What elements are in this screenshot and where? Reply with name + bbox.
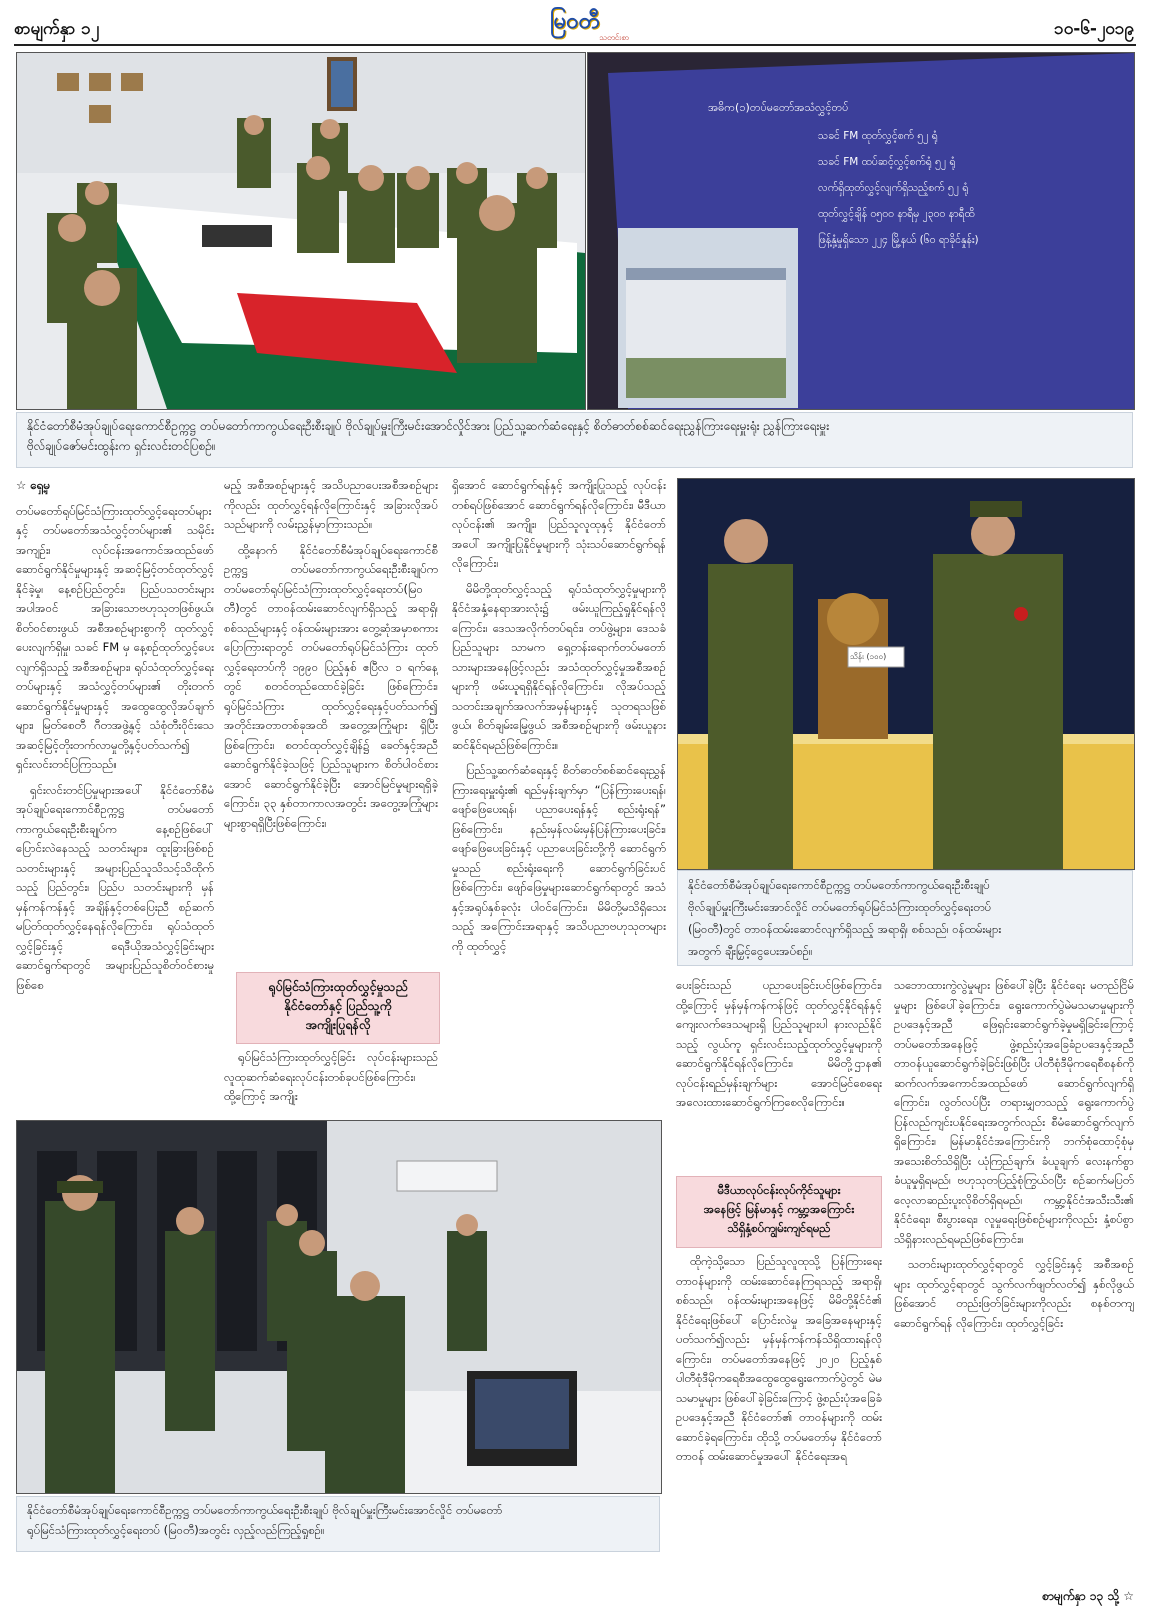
caption-top (16, 412, 1133, 468)
caption-line: ဗိုလ်ချုပ်ဇော်မင်းထွန်းက ရှင်းလင်းတင်ပြစဉ်။ (27, 439, 216, 453)
issue-date: ၁၀-၆-၂၀၁၉ (1054, 19, 1134, 39)
continued-on-marker: စာမျက်နှာ ၁၃ သို့ ☆ (1042, 1589, 1134, 1603)
article-paragraph: ရုပ်မြင်သံကြားထုတ်လွှင့်ခြင်း လုပ်ငန်းများသည် လူထုဆက်ဆံရေးလုပ်ငန်းတစ်ခုပင်ဖြစ်ကြောင်း၊ ထို့ကြောင့် အကျိုး (224, 1050, 438, 1103)
slide-title: အဓိက(၁)တပ်မတော်အသံလွှင့်တပ် (708, 101, 849, 114)
article-paragraph: ထို့နောက် နိုင်ငံတော်စီမံအုပ်ချုပ်ရေးကောင်စီဥက္ကဋ္ဌ တပ်မတော်ကာကွယ်ရေးဦးစီးချုပ်က တပ်မတော်ရုပ်မြင်သံကြားထုတ်လွှင့်ရေးတပ်(မြဝတီ)တွင် တာဝန်ထမ်းဆောင်လျက်ရှိသည့် အရာရှိ၊ စစ်သည်များနှင့် ဝန်ထမ်းများအား တွေ့ဆုံအမှာစကား ပြောကြားရာတွင် တပ်မတော်ရုပ်မြင်သံကြား ထုတ်လွှင့်ရေးတပ်ကို ၁၉၉၀ ပြည့်နှစ် ဧပြီလ ၁ ရက်နေ့တွင် စတင်တည်ထောင်ခဲ့ခြင်း ဖြစ်ကြောင်း၊ ရုပ်မြင်သံကြား ထုတ်လွှင့်ရေးနှင့်ပတ်သက်၍ အတိုင်းအတာတစ်ခုအထိ အတွေ့အကြုံများ ရှိပြီးဖြစ်ကြောင်း၊ စတင်ထုတ်လွှင့်ချိန်၌ ခေတ်နှင့်အညီဆောင်ရွက်နိုင်ခဲ့သဖြင့် ပြည်သူများက စိတ်ပါဝင်စားအောင် ဆောင်ရွက်နိုင်ခဲ့ပြီး အောင်မြင်မှုများရရှိခဲ့ကြောင်း၊ ၃၃ နှစ်တာကာလအတွင်း အတွေ့အကြုံများ များစွာရရှိပြီးဖြစ်ကြောင်း၊ (224, 542, 438, 830)
slide-bullet: သခင် FM ထုတ်လွှင့်စက် ၅၂ ရုံ (818, 130, 938, 142)
masthead-title: မြဝတီ (549, 9, 601, 34)
article-column-2-after (224, 1048, 438, 1112)
article-column-1 (16, 476, 214, 1112)
slide-bullet: သခင် FM ထပ်ဆင့်လွှင့်စက်ရုံ ၅၂ ရုံ (818, 156, 956, 168)
control-room-illustration (17, 1121, 661, 1493)
article-paragraph: တပ်မတော်ရုပ်မြင်သံကြားထုတ်လွှင့်ရေးတပ်များနှင့် တပ်မတော်အသံလွှင့်တပ်များ၏ သမိုင်းအကျဉ်း၊ လုပ်ငန်းအကောင်အထည်ဖော် ဆောင်ရွက်နိုင်မှုများနှင့် အဆင့်မြင့်တင်ထုတ်လွှင့်နိုင်ခဲ့မှု၊ နေ့စဉ်ပြည်တွင်း၊ ပြည်ပသတင်းများ အပါအဝင် အခြားသောဗဟုသုတဖြစ်ဖွယ်၊ စိတ်ဝင်စားဖွယ် အစီအစဉ်များစွာကို ထုတ်လွှင့်ပေးလျက်ရှိမှု၊ သခင် FM မှ နေ့စဉ်ထုတ်လွှင့်ပေးလျက်ရှိသည့် အစီအစဉ်များ၊ ရုပ်သံထုတ်လွှင့်ရေးတပ်များနှင့် အသံလွှင့်တပ်များ၏ တိုးတက်ဆောင်ရွက်နိုင်မှုများနှင့် အထွေထွေလိုအပ်ချက်များ၊ မြတ်စေတီ ဂီတအဖွဲ့နှင့် သံစုံတီးဝိုင်းသေ အဆင့်မြင့်တိုးတက်လာမှုတို့နှင့်ပတ်သက်၍ ရှင်းလင်းတင်ပြကြသည်။ (16, 503, 214, 771)
caption-line: နိုင်ငံတော်စီမံအုပ်ချုပ်ရေးကောင်စီဥက္ကဋ္ဌ တပ်မတော်ကာကွယ်ရေးဦးစီးချုပ် ဗိုလ်ချုပ်မှူးကြီးမင်းအောင်လှိုင် တပ်မတော် (27, 1503, 503, 1517)
caption-bottom (16, 1496, 660, 1552)
masthead-logo (515, 6, 635, 44)
photo-control-room (16, 1120, 662, 1494)
article-paragraph: မည့် အစီအစဉ်များနှင့် အသိပညာပေးအစီအစဉ်များကိုလည်း ထုတ်လွှင့်ရန်လိုကြောင်းနှင့် အခြားလိုအပ်သည်များကို လမ်းညွှန်မှာကြားသည်။ (224, 478, 438, 531)
subheading-broadcast-benefit: ရုပ်မြင်သံကြားထုတ်လွှင့်မှုသည် နိုင်ငံတော်နှင့် ပြည်သူ့ကို အကျိုးပြုရန်လို (236, 972, 440, 1044)
article-column-3 (452, 476, 666, 1112)
article-column-2 (224, 476, 438, 966)
article-paragraph: ရှိအောင် ဆောင်ရွက်ရန်နှင့် အကျိုးပြုသည့် လုပ်ငန်းတစ်ရပ်ဖြစ်အောင် ဆောင်ရွက်ရန်လိုကြောင်း၊ မီဒီယာလုပ်ငန်း၏ အကျိုး၊ ပြည်သူလူထုနှင့် နိုင်ငံတော်အပေါ် အကျိုးပြုနိုင်မှုများကို သုံးသပ်ဆောင်ရွက်ရန် လိုကြောင်း၊ (452, 478, 666, 570)
envelope-label: သိန်း (၁၀၀) (850, 652, 887, 661)
caption-line: ဗိုလ်ချုပ်မှူးကြီးမင်းအောင်လှိုင် တပ်မတော်ရုပ်မြင်သံကြားထုတ်လွှင့်ရေးတပ် (688, 900, 992, 914)
caption-line: နိုင်ငံတော်စီမံအုပ်ချုပ်ရေးကောင်စီဥက္ကဋ္ဌ တပ်မတော်ကာကွယ်ရေးဦးစီးချုပ် (688, 878, 990, 892)
photo-presentation-slide (587, 52, 1135, 410)
article-paragraph: ပြည်သူ့ဆက်ဆံရေးနှင့် စိတ်ဓာတ်စစ်ဆင်ရေးညွှန်ကြားရေးမှူးရုံး၏ ရည်မှန်းချက်မှာ “ပြန်ကြားပေးရန်၊ ဖျော်ဖြေပေးရန်၊ ပညာပေးရန်နှင့် စည်းရုံးရန်” ဖြစ်ကြောင်း၊ နည်းမှန်လမ်းမှန်ပြန်ကြားပေးခြင်း၊ ဖျော်ဖြေပေးခြင်းနှင့် ပညာပေးခြင်းတို့ကို ဆောင်ရွက်မှုသည် စည်းရုံးရေးကို ဆောင်ရွက်ခြင်းပင်ဖြစ်ကြောင်း၊ ဖျော်ဖြေမှုများဆောင်ရွက်ရာတွင် အသံနှင့်အရုပ်နှစ်ခုလုံး ပါဝင်ကြောင်း၊ မိမိတို့မသိရှိသေးသည့် အကြောင်းအရာနှင့် အသိပညာဗဟုသုတများကို ထုတ်လွှင့် (452, 763, 666, 953)
caption-line: (မြဝတီ)တွင် တာဝန်ထမ်းဆောင်လျက်ရှိသည့် အရာရှိ၊ စစ်သည်၊ ဝန်ထမ်းများ (688, 922, 1002, 936)
caption-line: ရုပ်မြင်သံကြားထုတ်လွှင့်ရေးတပ် (မြဝတီ)အတွင်း လှည့်လည်ကြည့်ရှုစဉ်။ (27, 1523, 325, 1537)
page-number: စာမျက်နှာ ၁၂ (14, 19, 100, 39)
slide-bullet: ဖြန့်နှံ့မှုရှိသော ၂၂၄ မြို့နယ် (၆၀ ရာခိုင်နှုန်း) (818, 234, 979, 246)
conference-room-illustration (17, 53, 585, 409)
caption-line: နိုင်ငံတော်စီမံအုပ်ချုပ်ရေးကောင်စီဥက္ကဋ္ဌ တပ်မတော်ကာကွယ်ရေးဦးစီးချုပ် ဗိုလ်ချုပ်မှူးကြီးမင်းအောင်လှိုင်အား ပြည်သူ့ဆက်ဆံရေးနှင့် စိတ်ဓာတ်စစ်ဆင်ရေးညွှန်ကြားရေးမှူးရုံး ညွှန်ကြားရေးမှူး (27, 419, 830, 433)
article-paragraph: သတင်းများထုတ်လွှင့်ရာတွင် လွှင့်ခြင်းနှင့် အစီအစဉ်များ ထုတ်လွှင့်ရာတွင် သွက်လက်ဖျတ်လတ်၍ နှစ်လိုဖွယ်ဖြစ်အောင် တည်းဖြတ်ခြင်းများကိုလည်း စနစ်တကျ ဆောင်ရွက်ရန် လိုကြောင်း၊ ထုတ်လွှင့်ခြင်း (894, 1257, 1134, 1330)
photo-cash-award (677, 478, 1135, 870)
caption-right (677, 870, 1133, 966)
article-paragraph: ပေးခြင်းသည် ပညာပေးခြင်းပင်ဖြစ်ကြောင်း၊ ထို့ကြောင့် မှန်မှန်ကန်ကန်ဖြင့် ထုတ်လွှင့်နိုင်ရန်နှင့် ကျေးလက်ဒေသများရှိ ပြည်သူများပါ နားလည်နိုင်သည့် လွယ်ကူ ရှင်းလင်းသည့်ထုတ်လွှင့်မှုများကို ဆောင်ရွက်နိုင်ရန်လိုကြောင်း၊ မိမိတို့ဌာန၏ လုပ်ငန်းရည်မှန်းချက်များ အောင်မြင်စေရေး အလေးထားဆောင်ရွက်ကြစေလိုကြောင်း။ (676, 978, 882, 1109)
slide-bullet: ထုတ်လွှင့်ချိန် ၀၅၀၀ နာရီမှ ၂၃၀၀ နာရီထိ (818, 208, 975, 220)
article-paragraph: ထိုကဲ့သို့သော ပြည်သူလူထုသို့ ပြန်ကြားရေးတာဝန်များကို ထမ်းဆောင်နေကြရသည့် အရာရှိ၊ စစ်သည်၊ ဝန်ထမ်းများအနေဖြင့် မိမိတို့နိုင်ငံ၏ နိုင်ငံရေးဖြစ်ပေါ် ပြောင်းလဲမှု အခြေအနေများနှင့် ပတ်သက်၍လည်း မှန်မှန်ကန်ကန်သိရှိထားရန်လိုကြောင်း၊ တပ်မတော်အနေဖြင့် ၂၀၂၀ ပြည့်နှစ် ပါတီစုံဒီမိုကရေစီအထွေထွေရွေးကောက်ပွဲတွင် မဲမသမာမှုများ ဖြစ်ပေါ်ခဲ့ခြင်းကြောင့် ဖွဲ့စည်းပုံအခြေခံဥပဒေနှင့်အညီ နိုင်ငံတော်၏ တာဝန်များကို ထမ်းဆောင်ခဲ့ရကြောင်း၊ ထိုသို့ တပ်မတော်မှ နိုင်ငံတော်တာဝန် ထမ်းဆောင်မှုအပေါ် နိုင်ငံရေးအရ (676, 1254, 882, 1463)
header-rule (14, 44, 1136, 46)
continued-from-marker: ☆ ရှေ့မှ (16, 478, 50, 492)
article-paragraph: သဘောထားကွဲလွဲမှုများ ဖြစ်ပေါ်ခဲ့ပြီး နိုင်ငံရေး မတည်ငြိမ်မှုများ ဖြစ်ပေါ်ခဲ့ကြောင်း၊ ရွေးကောက်ပွဲမဲမသမာမှုများကို ဥပဒေနှင့်အညီ ဖြေရှင်းဆောင်ရွက်ခဲ့မှုမရှိခြင်းကြောင့် တပ်မတော်အနေဖြင့် ဖွဲ့စည်းပုံအခြေခံဥပဒေနှင့်အညီ တာဝန်ယူဆောင်ရွက်ခဲ့ခြင်းဖြစ်ပြီး ပါတီစုံဒီမိုကရေစီစနစ်ကို ဆက်လက်အကောင်အထည်ဖော် ဆောင်ရွက်လျက်ရှိကြောင်း၊ လွတ်လပ်ပြီး တရားမျှတသည့် ရွေးကောက်ပွဲ ပြန်လည်ကျင်းပနိုင်ရေးအတွက်လည်း စီမံဆောင်ရွက်လျက်ရှိကြောင်း၊ မြန်မာနိုင်ငံအကြောင်းကို ဘက်စုံထောင့်စုံမှ အသေးစိတ်သိရှိပြီး ယုံကြည်ချက်၊ ခံယူချက် လေးနက်စွာခံယူမှုရှိရမည်၊ ဗဟုသုတပြည့်စုံကြွယ်ဝပြီး စဉ်ဆက်မပြတ် လေ့လာဆည်းပူးလိုစိတ်ရှိရမည်၊ ကမ္ဘာ့နိုင်ငံအသီးသီး၏ နိုင်ငံရေး၊ စီးပွားရေး၊ လူမှုရေးဖြစ်စဉ်များကိုလည်း နှံ့စပ်စွာ သိရှိနားလည်ရမည်ဖြစ်ကြောင်း။ (894, 978, 1134, 1246)
article-paragraph: ရှင်းလင်းတင်ပြမှုများအပေါ် နိုင်ငံတော်စီမံအုပ်ချုပ်ရေးကောင်စီဥက္ကဋ္ဌ တပ်မတော်ကာကွယ်ရေးဦးစီးချုပ်က နေ့စဉ်ဖြစ်ပေါ်ပြောင်းလဲနေသည့် သတင်းများ၊ ထူးခြားဖြစ်စဉ် သတင်းများနှင့် အများပြည်သူသိသင့်သိထိုက်သည့် ပြည်တွင်း၊ ပြည်ပ သတင်းများကို မှန်မှန်ကန်ကန်နှင့် အချိန်နှင့်တစ်ပြေးညီ စဉ်ဆက်မပြတ်ထုတ်လွှင့်နေရန်လိုကြောင်း၊ ရုပ်သံထုတ်လွှင့်ခြင်းနှင့် ရေဒီယိုအသံလွှင့်ခြင်းများဆောင်ရွက်ရာတွင် အများပြည်သူစိတ်ဝင်စားမှုဖြစ်စေ (16, 782, 214, 992)
slide-bullet: လက်ရှိထုတ်လွှင့်လျက်ရှိသည့်စက် ၅၂ ရုံ (818, 182, 969, 194)
subheading-media-knowledge: မီဒီယာလုပ်ငန်းလုပ်ကိုင်သူများ အနေဖြင့် မြန်မာနှင့် ကမ္ဘာ့အကြောင်း သိရှိနှံ့စပ်ကျွမ်းကျင်ရမည် (676, 1176, 882, 1248)
article-paragraph: မိမိတို့ထုတ်လွှင့်သည့် ရုပ်သံထုတ်လွှင့်မှုများကို နိုင်ငံအနှံ့နေရာအားလုံး၌ ဖမ်းယူကြည့်ရှုနိုင်ရန်လိုကြောင်း၊ ဒေသအလိုက်တပ်ရင်း၊ တပ်ဖွဲ့များ၊ ဒေသခံပြည်သူများ သာမက ရှေ့တန်းရောက်တပ်မတော်သားများအနေဖြင့်လည်း အသံထုတ်လွှင့်မှုအစီအစဉ်များကို ဖမ်းယူရရှိနိုင်ရန်လိုကြောင်း၊ လိုအပ်သည့် သတင်းအချက်အလက်အမှန်များနှင့် သုတရသဖြစ်ဖွယ်၊ စိတ်ချမ်းမြေ့ဖွယ် အစီအစဉ်များကို ဖမ်းယူနားဆင်နိုင်ရမည်ဖြစ်ကြောင်း။ (452, 581, 666, 752)
slide-bullet-list (818, 123, 1118, 253)
caption-line: အတွက် ချီးမြှင့်ငွေပေးအပ်စဉ်။ (688, 944, 813, 958)
article-column-4 (676, 976, 882, 1170)
masthead-tag: သတင်းစာ (599, 33, 629, 42)
article-column-5 (894, 976, 1134, 1580)
article-column-4-after (676, 1252, 882, 1600)
photo-conference-room (16, 52, 586, 410)
